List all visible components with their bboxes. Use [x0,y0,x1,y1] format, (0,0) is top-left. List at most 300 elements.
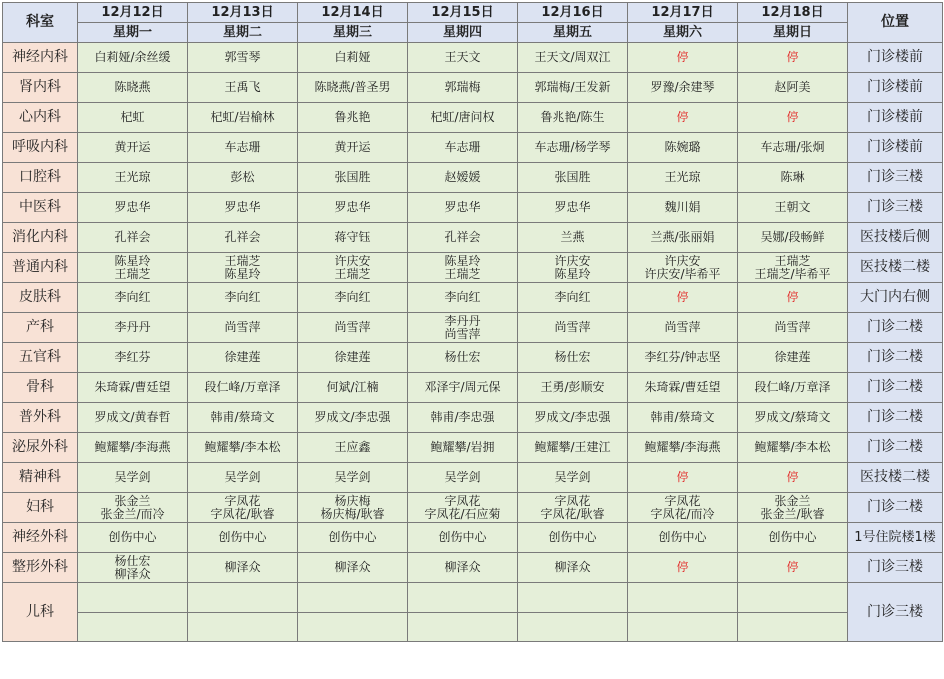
doctor-cell [188,43,298,73]
doctor-cell [628,373,738,403]
doctor-name: 鲍耀攀/李海燕 [644,440,721,454]
doctor-name: 张国胜 [554,170,591,184]
weekday-header: 星期二 [188,23,298,43]
empty-cell [628,613,738,642]
doctor-cell [738,403,848,433]
department-location: 医技楼二楼 [848,253,943,283]
department-name: 神经内科 [3,43,78,73]
doctor-name: 罗豫/余建琴 [650,80,715,94]
doctor-name: 李向红 [114,290,151,304]
doctor-cell [78,163,188,193]
doctor-name: 陈星玲 [224,266,261,281]
doctor-cell [188,193,298,223]
header-row-weekdays [3,23,943,43]
doctor-cell [408,523,518,553]
doctor-name: 赵阿美 [774,80,811,94]
doctor-cell [408,433,518,463]
doctor-cell [188,283,298,313]
doctor-cell [408,343,518,373]
doctor-name: 兰燕/张丽娟 [650,230,715,244]
schedule-row [3,553,943,583]
doctor-name: 李向红 [444,290,481,304]
suspended-label: 停 [786,110,799,124]
department-location: 1号住院楼1楼 [848,523,943,553]
doctor-cell [298,103,408,133]
doctor-name: 徐建莲 [774,350,811,364]
department-location: 门诊二楼 [848,373,943,403]
doctor-name: 杨仕宏 [114,553,151,568]
doctor-name: 尚雪萍 [774,320,811,334]
doctor-name: 车志珊/杨学琴 [534,140,611,154]
suspended-label: 停 [786,290,799,304]
suspended-label: 停 [676,110,689,124]
schedule-row [3,223,943,253]
doctor-name: 杨仕宏 [554,350,591,364]
doctor-cell [518,43,628,73]
schedule-row [3,463,943,493]
weekday-header: 星期六 [628,23,738,43]
doctor-name: 创伤中心 [658,530,707,544]
doctor-cell [628,493,738,523]
schedule-row [3,403,943,433]
weekday-header: 星期一 [78,23,188,43]
schedule-row [3,493,943,523]
doctor-cell [518,403,628,433]
doctor-name: 吴学剑 [114,470,151,484]
department-name: 普外科 [3,403,78,433]
doctor-cell [298,253,408,283]
doctor-name: 徐建莲 [224,350,261,364]
doctor-name: 黄开运 [114,140,151,154]
doctor-name: 韩甫/蔡琦文 [210,410,275,424]
suspended-label: 停 [786,470,799,484]
schedule-row [3,313,943,343]
doctor-name: 杞虹/唐问权 [430,110,495,124]
doctor-name: 韩甫/李忠强 [430,410,495,424]
doctor-cell [628,523,738,553]
department-location: 门诊二楼 [848,493,943,523]
doctor-cell [298,313,408,343]
doctor-name: 孔祥会 [444,230,481,244]
doctor-cell [188,103,298,133]
date-header: 12月17日 [628,3,738,23]
doctor-cell [188,433,298,463]
doctor-name: 李丹丹 [114,320,151,334]
department-name: 心内科 [3,103,78,133]
doctor-name: 字凤花 [664,493,701,508]
doctor-name: 蒋守钰 [334,230,371,244]
doctor-name: 何斌/江楠 [326,380,379,394]
department-name: 皮肤科 [3,283,78,313]
department-location: 门诊楼前 [848,73,943,103]
doctor-name: 张金兰/耿睿 [760,506,825,521]
doctor-name: 尚雪萍 [334,320,371,334]
doctor-cell [738,283,848,313]
doctor-cell [408,43,518,73]
doctor-name: 罗成文/黄春哲 [94,410,171,424]
empty-cell [408,583,518,613]
doctor-cell [628,193,738,223]
department-name: 产科 [3,313,78,343]
doctor-name: 鲍耀攀/李本松 [754,440,831,454]
location-column-header: 位置 [848,3,943,43]
doctor-cell [628,223,738,253]
doctor-cell [628,73,738,103]
doctor-cell [518,553,628,583]
doctor-cell [738,373,848,403]
empty-cell [298,583,408,613]
doctor-name: 张金兰/而冷 [100,506,165,521]
doctor-name: 陈婉璐 [664,140,701,154]
department-name: 口腔科 [3,163,78,193]
doctor-name: 朱琦霖/曹廷望 [644,380,721,394]
doctor-name: 杨仕宏 [444,350,481,364]
doctor-cell [298,493,408,523]
doctor-name: 尚雪萍 [224,320,261,334]
doctor-cell [738,553,848,583]
doctor-cell [738,463,848,493]
doctor-cell [738,133,848,163]
department-location: 门诊二楼 [848,343,943,373]
doctor-name: 徐建莲 [334,350,371,364]
doctor-cell [518,343,628,373]
doctor-name: 罗忠华 [224,200,261,214]
suspended-label: 停 [676,560,689,574]
doctor-cell [78,343,188,373]
date-header: 12月13日 [188,3,298,23]
doctor-cell [188,163,298,193]
doctor-cell [518,493,628,523]
doctor-cell [188,373,298,403]
department-name: 妇科 [3,493,78,523]
empty-cell [738,583,848,613]
doctor-cell [298,403,408,433]
doctor-name: 陈晓燕/普圣男 [314,80,391,94]
schedule-row [3,43,943,73]
doctor-cell [188,403,298,433]
doctor-name: 柳泽众 [114,566,151,581]
doctor-name: 鲍耀攀/李海燕 [94,440,171,454]
weekday-header: 星期三 [298,23,408,43]
doctor-name: 王朝文 [774,200,811,214]
doctor-name: 尚雪萍 [444,326,481,341]
doctor-cell [408,313,518,343]
doctor-name: 车志珊/张炯 [760,140,825,154]
doctor-name: 创伤中心 [548,530,597,544]
department-location: 门诊三楼 [848,553,943,583]
schedule-row [3,583,943,613]
doctor-cell [78,103,188,133]
schedule-row [3,373,943,403]
doctor-cell [518,133,628,163]
doctor-name: 许庆安 [664,253,701,268]
suspended-label: 停 [786,50,799,64]
doctor-cell [628,253,738,283]
doctor-name: 字凤花 [444,493,481,508]
doctor-cell [188,313,298,343]
doctor-name: 王瑞芝 [114,266,151,281]
doctor-name: 创伤中心 [768,530,817,544]
doctor-cell [298,223,408,253]
doctor-name: 邓泽宇/周元保 [424,380,501,394]
department-location: 门诊二楼 [848,433,943,463]
doctor-cell [298,133,408,163]
empty-cell [518,583,628,613]
doctor-name: 鲍耀攀/李本松 [204,440,281,454]
schedule-row [3,433,943,463]
doctor-name: 段仁峰/万章泽 [754,380,831,394]
department-location: 门诊楼前 [848,43,943,73]
doctor-cell [188,463,298,493]
doctor-cell [738,73,848,103]
empty-cell [628,583,738,613]
doctor-cell [628,283,738,313]
department-name: 中医科 [3,193,78,223]
doctor-name: 张金兰 [774,493,811,508]
doctor-name: 朱琦霖/曹廷望 [94,380,171,394]
doctor-cell [188,343,298,373]
doctor-cell [408,163,518,193]
doctor-name: 王光琼 [664,170,701,184]
doctor-cell [628,433,738,463]
weekday-header: 星期四 [408,23,518,43]
department-location: 医技楼二楼 [848,463,943,493]
doctor-name: 柳泽众 [554,560,591,574]
doctor-cell [518,163,628,193]
doctor-cell [628,133,738,163]
doctor-name: 吴学剑 [334,470,371,484]
department-name: 普通内科 [3,253,78,283]
department-location: 门诊楼前 [848,133,943,163]
department-location: 医技楼后侧 [848,223,943,253]
doctor-cell [408,253,518,283]
doctor-cell [298,463,408,493]
doctor-name: 杞虹/岩榆林 [210,110,275,124]
doctor-cell [628,553,738,583]
doctor-name: 郭瑞梅 [444,80,481,94]
doctor-name: 吴学剑 [444,470,481,484]
doctor-name: 韩甫/蔡琦文 [650,410,715,424]
department-location: 门诊三楼 [848,163,943,193]
doctor-cell [188,523,298,553]
doctor-cell [78,253,188,283]
doctor-cell [78,373,188,403]
doctor-name: 李向红 [334,290,371,304]
doctor-name: 李向红 [554,290,591,304]
doctor-name: 尚雪萍 [664,320,701,334]
schedule-row [3,73,943,103]
doctor-name: 王光琼 [114,170,151,184]
empty-cell [188,613,298,642]
doctor-name: 柳泽众 [224,560,261,574]
department-name: 消化内科 [3,223,78,253]
schedule-row [3,163,943,193]
department-name: 儿科 [3,583,78,642]
doctor-name: 陈琳 [780,170,805,184]
doctor-name: 李红芬/钟志坚 [644,350,721,364]
doctor-name: 白莉娅/余丝缓 [94,50,171,64]
doctor-name: 罗忠华 [554,200,591,214]
doctor-cell [518,283,628,313]
doctor-name: 王天文 [444,50,481,64]
department-location: 门诊二楼 [848,403,943,433]
doctor-cell [518,253,628,283]
doctor-name: 王天文/周双江 [534,50,611,64]
doctor-cell [78,313,188,343]
doctor-cell [298,283,408,313]
empty-cell [78,583,188,613]
doctor-name: 王瑞芝 [334,266,371,281]
doctor-cell [188,133,298,163]
doctor-name: 赵嫒媛 [444,170,481,184]
doctor-cell [298,373,408,403]
doctor-name: 陈星玲 [444,253,481,268]
doctor-cell [188,553,298,583]
doctor-cell [408,493,518,523]
department-name: 泌尿外科 [3,433,78,463]
doctor-name: 车志珊 [224,140,261,154]
doctor-cell [738,493,848,523]
doctor-name: 段仁峰/万章泽 [204,380,281,394]
doctor-name: 王瑞芝/毕希平 [754,266,831,281]
doctor-cell [738,163,848,193]
doctor-name: 字凤花/石应菊 [424,506,501,521]
doctor-cell [408,463,518,493]
department-location: 门诊楼前 [848,103,943,133]
date-header: 12月12日 [78,3,188,23]
doctor-name: 杨庆梅/耿睿 [320,506,385,521]
doctor-cell [78,493,188,523]
doctor-cell [628,103,738,133]
doctor-cell [298,193,408,223]
doctor-name: 字凤花 [224,493,261,508]
doctor-cell [298,553,408,583]
doctor-name: 彭松 [230,170,255,184]
doctor-cell [188,253,298,283]
doctor-cell [408,73,518,103]
doctor-name: 柳泽众 [444,560,481,574]
doctor-name: 许庆安 [334,253,371,268]
doctor-cell [518,373,628,403]
doctor-name: 王瑞芝 [774,253,811,268]
doctor-cell [408,373,518,403]
doctor-name: 字凤花/耿睿 [540,506,605,521]
suspended-label: 停 [676,290,689,304]
doctor-cell [298,523,408,553]
weekday-header: 星期日 [738,23,848,43]
doctor-cell [738,343,848,373]
doctor-name: 郭雪琴 [224,50,261,64]
doctor-name: 王禹飞 [224,80,261,94]
doctor-cell [738,253,848,283]
schedule-row [3,613,943,642]
doctor-cell [628,403,738,433]
doctor-name: 柳泽众 [334,560,371,574]
schedule-table [2,2,943,642]
department-name: 整形外科 [3,553,78,583]
doctor-name: 鲁兆艳 [334,110,371,124]
schedule-row [3,523,943,553]
doctor-cell [738,103,848,133]
doctor-cell [518,223,628,253]
doctor-cell [78,193,188,223]
doctor-name: 兰燕 [560,230,585,244]
doctor-name: 陈星玲 [554,266,591,281]
doctor-name: 罗忠华 [444,200,481,214]
department-location: 大门内右侧 [848,283,943,313]
doctor-name: 罗忠华 [334,200,371,214]
doctor-name: 吴学剑 [224,470,261,484]
date-header: 12月14日 [298,3,408,23]
empty-cell [298,613,408,642]
department-location: 门诊三楼 [848,193,943,223]
doctor-cell [738,223,848,253]
department-name: 神经外科 [3,523,78,553]
doctor-cell [78,283,188,313]
doctor-name: 吴娜/段畅鲜 [760,230,825,244]
doctor-cell [298,433,408,463]
doctor-cell [408,403,518,433]
doctor-name: 罗忠华 [114,200,151,214]
doctor-cell [738,523,848,553]
weekday-header: 星期五 [518,23,628,43]
doctor-name: 张金兰 [114,493,151,508]
suspended-label: 停 [676,50,689,64]
doctor-name: 创伤中心 [438,530,487,544]
doctor-cell [188,493,298,523]
dept-column-header: 科室 [3,3,78,43]
doctor-cell [78,403,188,433]
doctor-cell [408,193,518,223]
doctor-name: 许庆安 [554,253,591,268]
doctor-cell [518,103,628,133]
department-name: 骨科 [3,373,78,403]
doctor-name: 许庆安/毕希平 [644,266,721,281]
doctor-name: 创伤中心 [328,530,377,544]
date-header: 12月18日 [738,3,848,23]
doctor-name: 字凤花/耿睿 [210,506,275,521]
doctor-cell [298,43,408,73]
doctor-name: 鲁兆艳/陈生 [540,110,605,124]
doctor-name: 陈星玲 [114,253,151,268]
doctor-cell [78,133,188,163]
empty-cell [78,613,188,642]
doctor-name: 孔祥会 [224,230,261,244]
doctor-name: 陈晓燕 [114,80,151,94]
doctor-name: 车志珊 [444,140,481,154]
doctor-cell [628,163,738,193]
doctor-name: 鲍耀攀/王建江 [534,440,611,454]
schedule-row [3,103,943,133]
department-name: 肾内科 [3,73,78,103]
doctor-name: 尚雪萍 [554,320,591,334]
empty-cell [408,613,518,642]
doctor-cell [78,73,188,103]
doctor-name: 王勇/彭顺安 [540,380,605,394]
doctor-name: 创伤中心 [218,530,267,544]
doctor-name: 郭瑞梅/王发新 [534,80,611,94]
doctor-name: 杞虹 [120,110,145,124]
suspended-label: 停 [676,470,689,484]
doctor-cell [188,223,298,253]
department-location: 门诊三楼 [848,583,943,642]
doctor-name: 杨庆梅 [334,493,371,508]
doctor-cell [518,193,628,223]
doctor-cell [518,433,628,463]
doctor-cell [78,433,188,463]
doctor-cell [738,43,848,73]
doctor-cell [518,313,628,343]
